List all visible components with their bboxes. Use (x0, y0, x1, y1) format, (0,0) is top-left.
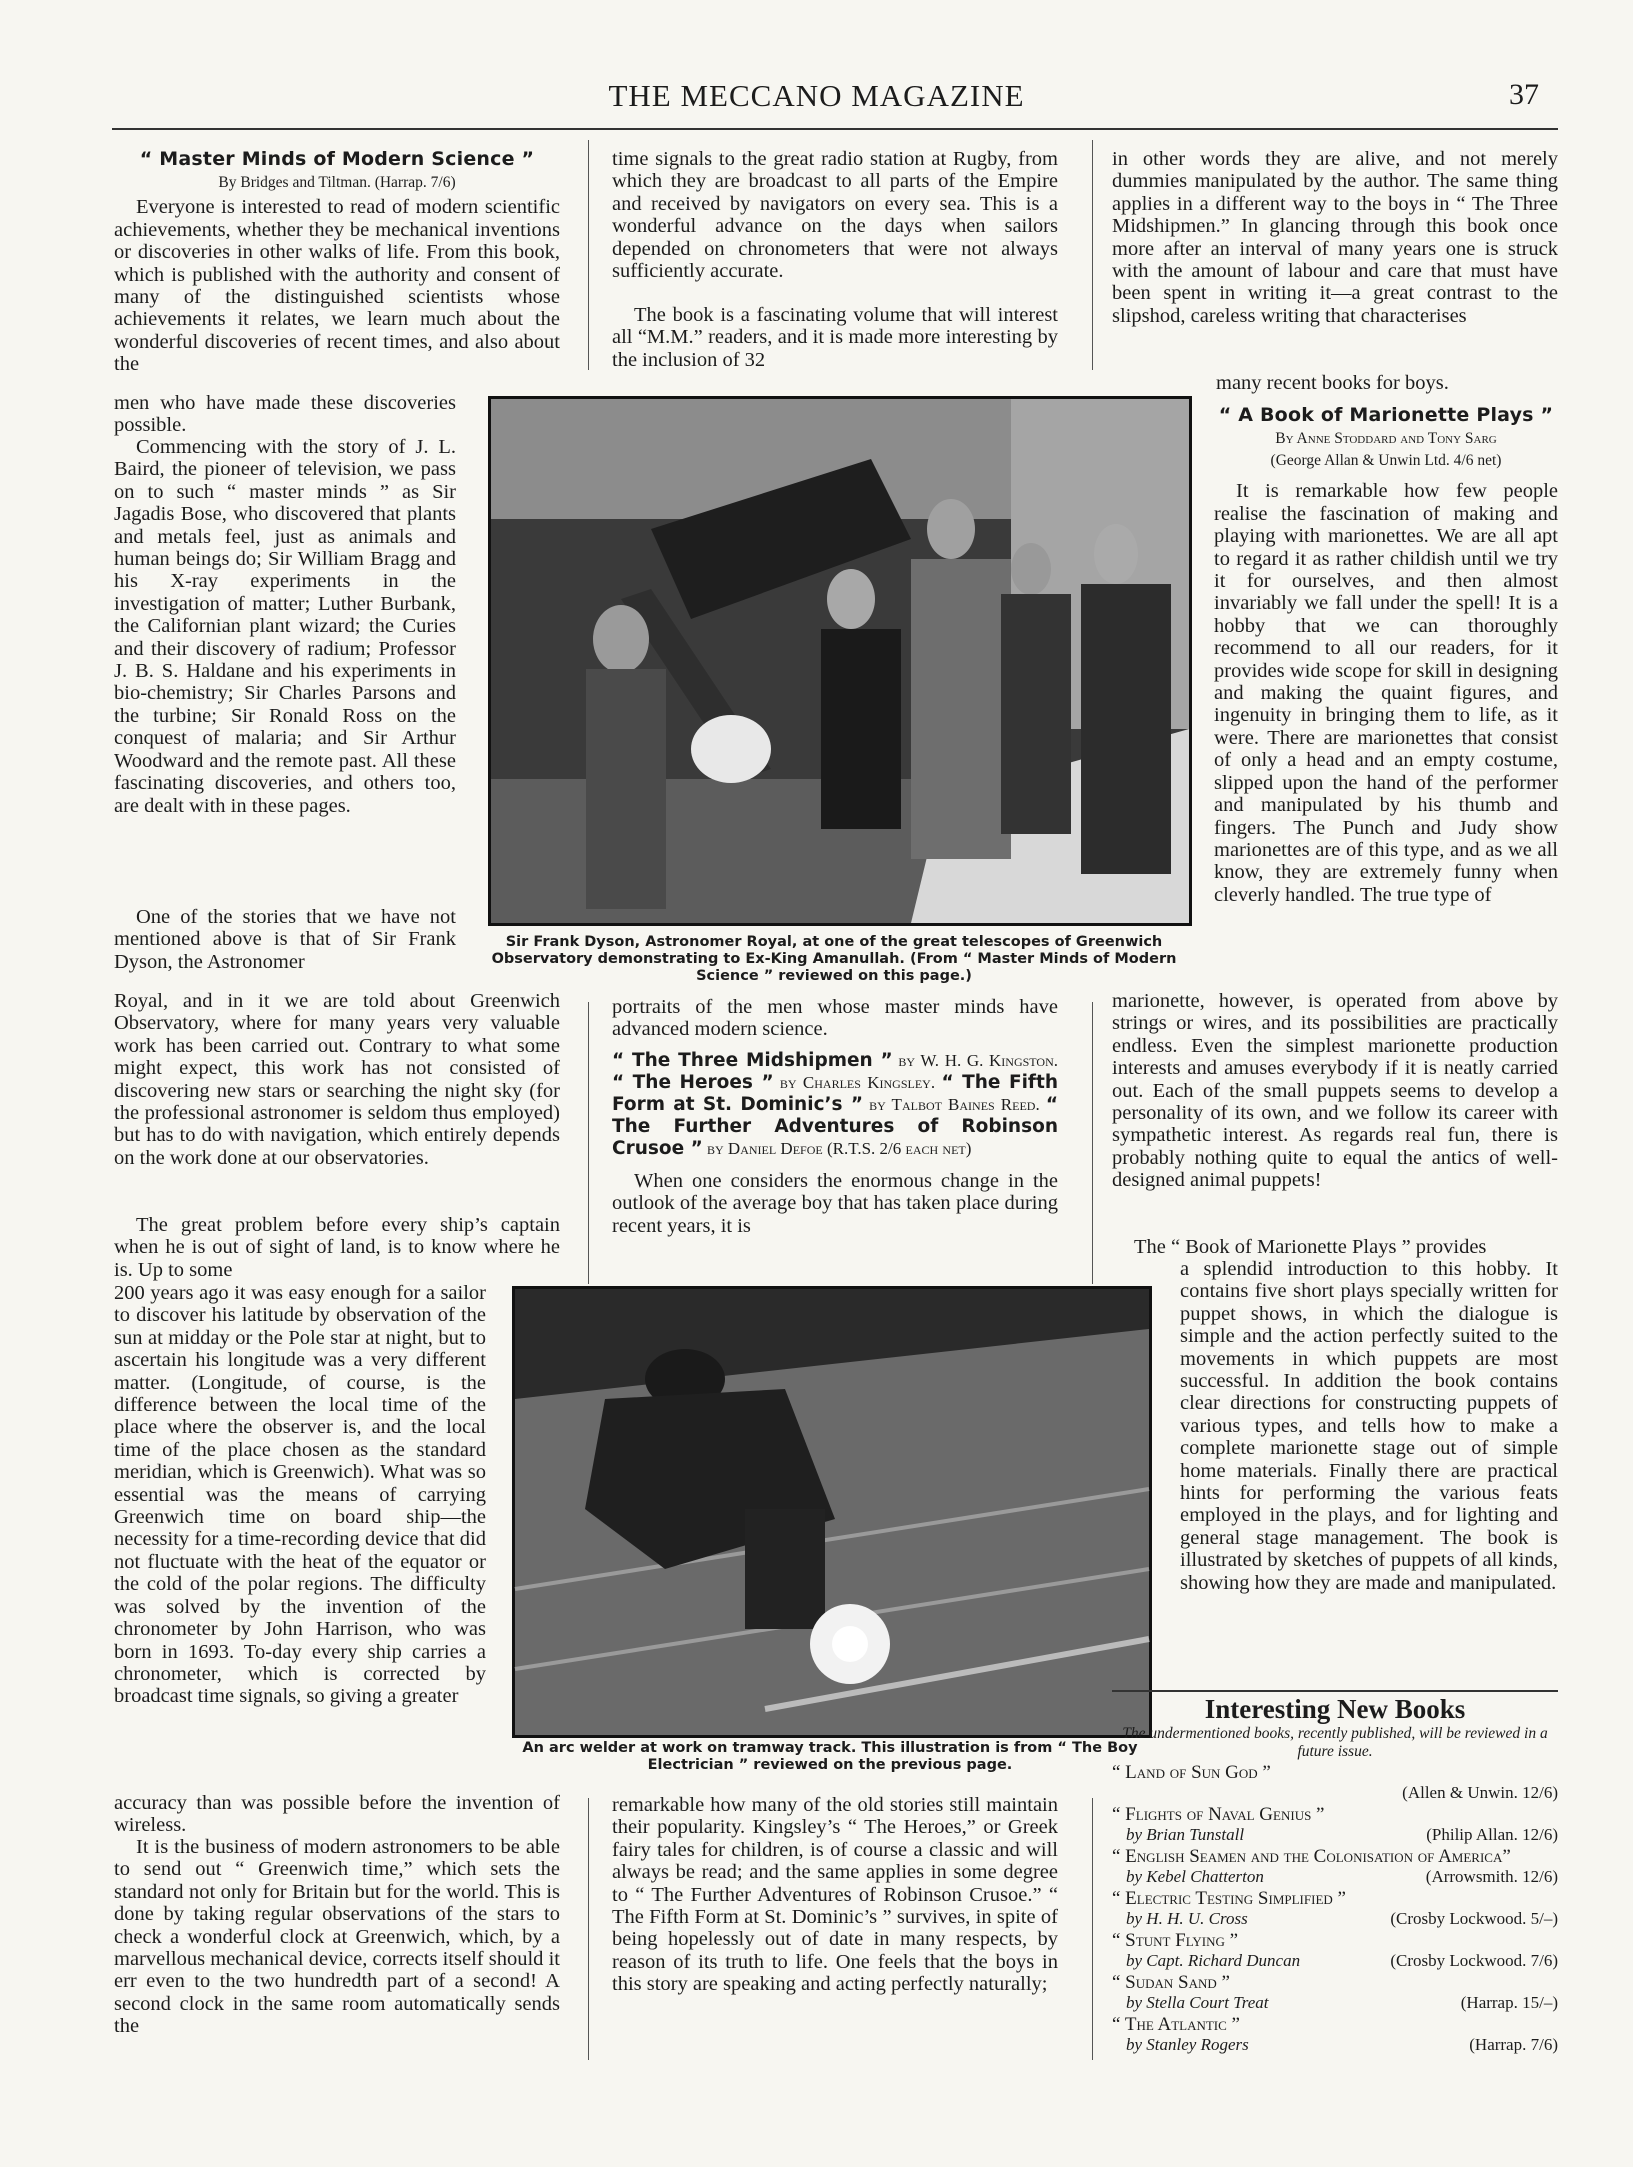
book-title: “ The Fifth Form at St. Dominic’s ” (612, 1072, 1058, 1115)
new-book-publisher: (Crosby Lockwood. 5/–) (1390, 1909, 1558, 1928)
new-book-item (1112, 1973, 1558, 2013)
new-book-item (1112, 1763, 1558, 1803)
new-book-title: “ Stunt Flying ” (1112, 1930, 1239, 1951)
review3-byline: By Anne Stoddard and Tony Sarg (1275, 430, 1497, 448)
arc-welder-photo-image (515, 1289, 1149, 1735)
new-book-details (1112, 1867, 1558, 1887)
new-book-details (1112, 1783, 1558, 1803)
new-book-details (1112, 1825, 1558, 1845)
review3-para: marionette, however, is operated from above by strings or wires, and its possibilities are practically endless. Even the simplest marionette production interests and amuses everybody if it is neatly carried out. Each of the small puppets seems to develop a personality of its own, and we follow its career with sympathetic interest. As regards real fun, there is probably nothing quite to equal the antics of well-designed animal puppets! (1112, 990, 1558, 1192)
new-book-title: “ Sudan Sand ” (1112, 1972, 1230, 1993)
new-book-title: “ Flights of Naval Genius ” (1112, 1804, 1325, 1825)
review3-para: The “ Book of Marionette Plays ” provides (1134, 1236, 1487, 1258)
column-divider (588, 140, 589, 370)
review2-books-list (612, 1050, 1058, 1160)
new-book-title: “ The Atlantic ” (1112, 2014, 1240, 2035)
column-divider (588, 1002, 589, 1284)
new-books-heading: Interesting New Books (1204, 1694, 1466, 1724)
page-number: 37 (1509, 78, 1539, 111)
review1-para: Royal, and in it we are told about Greenwich Observatory, where for many years very valuable work has been carried out. Contrary to what some might expect, this work has not consisted of discovering new stars or searching the night sky (for the professional astronomer is seldom thus employed) but has to do with navigation, which entirely depends on the work done at our observatories. (114, 990, 560, 1169)
column-divider (1092, 1798, 1093, 2060)
review1-col1-bottom (114, 1792, 560, 2036)
arc-welder-photo-caption: An arc welder at work on tramway track. This illustration is from “ The Boy Electrician ” reviewed on the previous page. (522, 1740, 1138, 1773)
book-title: “ The Three Midshipmen ” (612, 1050, 893, 1071)
new-book-publisher: (Allen & Unwin. 12/6) (1402, 1783, 1558, 1802)
book-title: “ The Heroes ” (612, 1072, 774, 1093)
review1-para: It is the business of modern astronomers to be able to send out “ Greenwich time,” which sets the standard not only for Britain but for the world. This is done by taking regular observations of the stars to check a wonderful clock at Greenwich, which, by a marvellous mechanical device, corrects itself should it err even to the two hundredth part of a second! A second clock in the same room automatically sends the (114, 1836, 560, 2038)
review1-para: portraits of the men whose master minds have advanced modern science. (612, 996, 1058, 1041)
new-book-item (1112, 2015, 1558, 2055)
review3-continued-narrow (1180, 1258, 1558, 1678)
header-rule (112, 128, 1558, 130)
book-author: by Daniel Defoe (R.T.S. 2/6 each net) (702, 1139, 972, 1158)
review1-para: time signals to the great radio station at Rugby, from which they are broadcast to all parts of the Empire and received by navigators on every sea. This is a wonderful advance on the days when sailors depended on chronometers that were not always sufficiently accurate. (612, 148, 1058, 283)
new-book-publisher: (Philip Allan. 12/6) (1426, 1825, 1558, 1844)
new-book-author: by Stella Court Treat (1126, 1993, 1269, 2012)
new-book-item (1112, 1847, 1558, 1887)
review1-byline: By Bridges and Tiltman. (Harrap. 7/6) (218, 174, 456, 192)
new-book-details (1112, 1909, 1558, 1929)
new-books-list (1112, 1763, 1558, 2055)
column-divider (588, 1798, 589, 2060)
review3-continued (1112, 990, 1558, 1258)
review1-title: “ Master Minds of Modern Science ” (139, 148, 535, 170)
review2-col3-last (1216, 372, 1558, 394)
new-book-details (1112, 1951, 1558, 1971)
new-book-item (1112, 1931, 1558, 1971)
telescope-photo (488, 396, 1192, 926)
new-book-author: by Brian Tunstall (1126, 1825, 1245, 1844)
new-book-item (1112, 1805, 1558, 1845)
review1-col2-top (612, 148, 1058, 370)
new-books-subheading: The undermentioned books, recently published, will be reviewed in a future issue. (1122, 1725, 1548, 1760)
new-book-details (1112, 2035, 1558, 2055)
review3-para: a splendid introduction to this hobby. It contains five short plays specially written for puppet shows, in which the dialogue is simple and the action perfectly suited to the movements in which puppets are most successful. In addition the book contains clear directions for constructing puppets of various types, and tells how to make a complete marionette stage out of simple home materials. Finally there are practical hints for performing the various feats employed in the plays, and for lighting and general stage management. The book is illustrated by sketches of puppets of all kinds, showing how they are made and manipulated. (1180, 1258, 1558, 1594)
review1-para: accuracy than was possible before the invention of wireless. (114, 1792, 560, 1837)
review1-para: Everyone is interested to read of modern scientific achievements, whether they be mechanical inventions or discoveries in other walks of life. From this book, which is published with the authority and consent of many of the distinguished scientists whose achievements it relates, we learn much about the wonderful discoveries of recent times, and also about the (114, 196, 560, 376)
new-book-publisher: (Harrap. 15/–) (1460, 1993, 1558, 2012)
book-title: “ The Further Adventures of Robinson Crusoe ” (612, 1094, 1058, 1159)
review1-para: men who have made these discoveries possible. (114, 392, 456, 437)
review3-block (1214, 402, 1558, 972)
book-author: by Talbot Baines Reed. (863, 1095, 1040, 1114)
review1-para: One of the stories that we have not mentioned above is that of Sir Frank Dyson, the Astronomer (114, 906, 456, 973)
new-books-rule (1112, 1690, 1558, 1692)
new-book-author: by Capt. Richard Duncan (1126, 1951, 1301, 1970)
review1-para: The great problem before every ship’s captain when he is out of sight of land, is to know where he is. Up to some (114, 1214, 560, 1281)
review1-para: The book is a fascinating volume that will interest all “M.M.” readers, and it is made more interesting by the inclusion of 32 (612, 304, 1058, 371)
arc-welder-photo (512, 1286, 1152, 1738)
new-book-details (1112, 1993, 1558, 2013)
page-header (0, 78, 1633, 118)
new-books-section (1112, 1694, 1558, 2055)
review2-para: in other words they are alive, and not merely dummies manipulated by the author. The same thing applies in a different way to the boys in “ The Three Midshipmen.” In glancing through this book once more after an interval of many years one is struck with the amount of labour and care that must have been spent in writing it—a great contrast to the slipshod, careless writing that characterises (1112, 148, 1558, 327)
new-book-publisher: (Crosby Lockwood. 7/6) (1390, 1951, 1558, 1970)
review1-para: 200 years ago it was easy enough for a sailor to discover his latitude by observation of the sun at midday or the Pole star at night, but to ascertain his longitude was a very different matter. (Longitude, of course, is the difference between the local time of the place where the observer is, and the local time of the place chosen as the standard meridian, which is Greenwich). What was so essential was the means of carrying Greenwich time on board ship—the necessity for a time-recording device that did not fluctuate with the heat of the equator or the cold of the polar regions. The difficulty was solved by the invention of the chronometer by John Harrison, who was born in 1693. To-day every ship carries a chronometer, which is corrected by broadcast time signals, so giving a greater (114, 1282, 486, 1708)
telescope-photo-caption: Sir Frank Dyson, Astronomer Royal, at one of the great telescopes of Greenwich Observatory demonstrating to Ex-King Amanullah. (From “ Master Minds of Modern Science ” reviewed on this page.) (491, 934, 1177, 984)
book-author: by Charles Kingsley. (773, 1073, 936, 1092)
new-book-author: by H. H. U. Cross (1126, 1909, 1248, 1928)
book-author: by W. H. G. Kingston. (892, 1051, 1058, 1070)
magazine-title: THE MECCANO MAGAZINE (608, 78, 1025, 113)
new-book-publisher: (Arrowsmith. 12/6) (1425, 1867, 1558, 1886)
review2-col2-bottom (612, 1794, 1058, 2040)
column-divider (1092, 140, 1093, 370)
review2-para: many recent books for boys. (1216, 372, 1449, 394)
review3-publisher: (George Allan & Unwin Ltd. 4/6 net) (1270, 452, 1502, 470)
review2-para: remarkable how many of the old stories still maintain their popularity. Kingsley’s “ The Heroes,” or Greek fairy tales for children, is of course a classic and will always be read; and the same applies in some degree to “ The Further Adventures of Robinson Crusoe.” “ The Fifth Form at St. Dominic’s ” survives, in spite of being hopelessly out of date in many respects, by reason of its truth to life. One feels that the boys in this story are speaking and acting perfectly naturally; (612, 1794, 1058, 1996)
review1-col1-mid (114, 990, 560, 1281)
new-book-title: “ Land of Sun God ” (1112, 1762, 1271, 1783)
review1-col1-narrow2 (114, 1282, 486, 1772)
telescope-photo-image (491, 399, 1189, 923)
new-book-title: “ Electric Testing Simplified ” (1112, 1888, 1346, 1909)
review2-block (612, 996, 1058, 1236)
review1-col1-narrow (114, 392, 456, 972)
review2-para: When one considers the enormous change in the outlook of the average boy that has taken place during recent years, it is (612, 1170, 1058, 1237)
new-book-publisher: (Harrap. 7/6) (1469, 2035, 1558, 2054)
review2-col3-top (1112, 148, 1558, 372)
review3-para: It is remarkable how few people realise the fascination of making and playing with marionettes. We are all apt to regard it as rather childish until we try it for ourselves, and then almost invariably we fall under the spell! It is a hobby that we can thoroughly recommend to all our readers, for it provides wide scope for skill in designing and making the quaint figures, and ingenuity in bringing them to life, as it were. There are marionettes that consist of only a head and an empty costume, slipped upon the hand of the performer and manipulated by his thumb and fingers. The Punch and Judy show marionettes are of this type, and as we all know, they are extremely funny when cleverly handled. The true type of (1214, 480, 1558, 906)
new-book-author: by Stanley Rogers (1126, 2035, 1249, 2054)
column-divider (1092, 1002, 1093, 1284)
new-book-item (1112, 1889, 1558, 1929)
review1-para: Commencing with the story of J. L. Baird, the pioneer of television, we pass on to such “ master minds ” as Sir Jagadis Bose, who discovered that plants and metals feel, just as animals and human beings do; Sir William Bragg and his X-ray experiments in the investigation of matter; Luther Burbank, the Californian plant wizard; the Curies and their discovery of radium; Professor J. B. S. Haldane and his experiments in bio-chemistry; Sir Charles Parsons and the turbine; Sir Ronald Ross on the conquest of malaria; and Sir Arthur Woodward and the remote past. All these fascinating discoveries, and others too, are dealt with in these pages. (114, 436, 456, 817)
new-book-author: by Kebel Chatterton (1126, 1867, 1264, 1886)
review3-title: “ A Book of Marionette Plays ” (1218, 404, 1554, 426)
new-book-title: “ English Seamen and the Colonisation of America” (1112, 1846, 1511, 1867)
